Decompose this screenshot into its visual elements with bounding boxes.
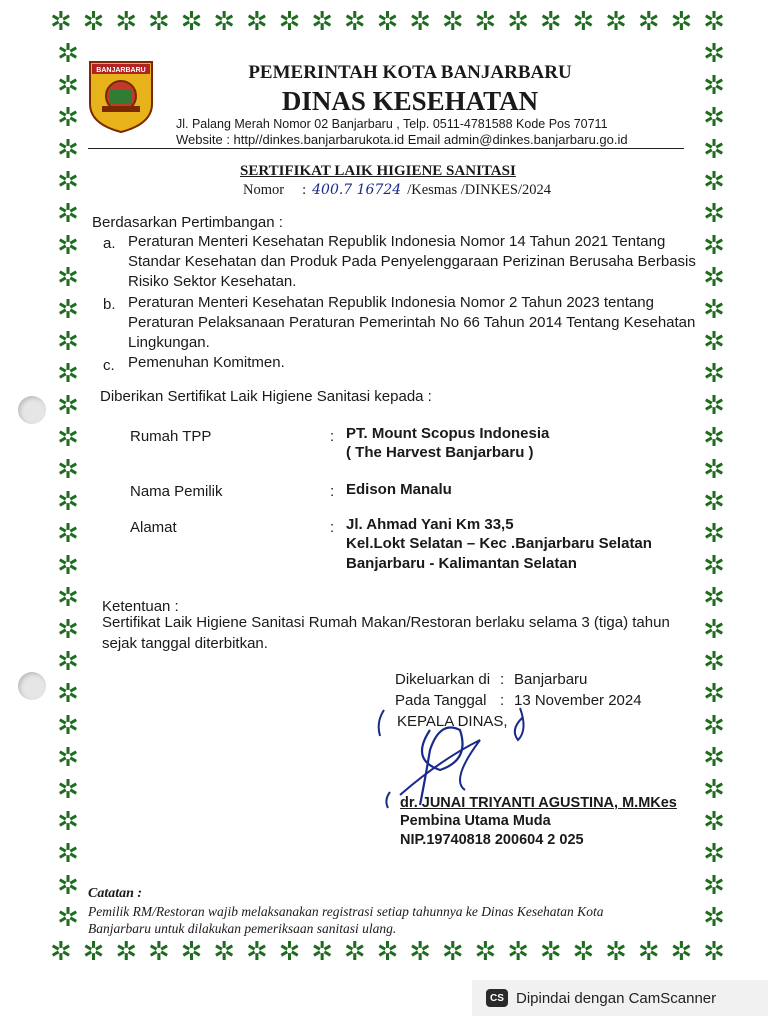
basis-letter: b.	[103, 296, 116, 313]
basis-letter: c.	[103, 357, 115, 374]
basis-a-line2: Standar Kesehatan dan Produk Pada Penyelenggaraan Perizinan Berusaha Berbasis	[128, 253, 696, 270]
position-title: KEPALA DINAS,	[397, 713, 508, 730]
note-label: Catatan :	[88, 886, 143, 901]
pemilik-label: Nama Pemilik	[130, 483, 223, 500]
terms-label: Ketentuan :	[102, 598, 179, 615]
date-label: Pada Tanggal	[395, 692, 487, 709]
left-border: ✲ ✲ ✲ ✲ ✲ ✲ ✲ ✲ ✲ ✲ ✲ ✲ ✲ ✲ ✲ ✲ ✲ ✲ ✲ ✲ ✲ ✲ ✲ ✲ ✲ ✲ ✲ ✲	[57, 38, 79, 932]
website-line: Website : http//dinkes.banjarbarukota.id Email admin@dinkes.banjarbaru.go.id	[176, 132, 628, 147]
nomor-suffix: /Kesmas /DINKES/2024	[407, 182, 551, 198]
right-border: ✲ ✲ ✲ ✲ ✲ ✲ ✲ ✲ ✲ ✲ ✲ ✲ ✲ ✲ ✲ ✲ ✲ ✲ ✲ ✲ ✲ ✲ ✲ ✲ ✲ ✲ ✲ ✲	[703, 38, 725, 932]
colon: :	[330, 483, 335, 500]
rumah-value-1: PT. Mount Scopus Indonesia	[346, 425, 550, 442]
alamat-label: Alamat	[130, 519, 177, 536]
note-line1: Pemilik RM/Restoran wajib melaksanakan registrasi setiap tahunnya ke Dinas Kesehatan Kota	[88, 904, 604, 919]
banjarbaru-logo	[88, 60, 154, 134]
top-border: ✲ ✲ ✲ ✲ ✲ ✲ ✲ ✲ ✲ ✲ ✲ ✲ ✲ ✲ ✲ ✲ ✲ ✲ ✲ ✲ ✲	[50, 6, 725, 36]
separator: :	[500, 671, 505, 688]
logo-text: BANJARBARU	[96, 67, 146, 74]
official-nip: NIP.19740818 200604 2 025	[400, 832, 584, 848]
cert-title: SERTIFIKAT LAIK HIGIENE SANITASI	[240, 163, 516, 179]
separator: :	[500, 692, 505, 709]
alamat-value-1: Jl. Ahmad Yani Km 33,5	[346, 516, 514, 533]
note-line2: Banjarbaru untuk dilakukan pemeriksaan sanitasi ulang.	[88, 921, 397, 936]
bottom-border: ✲ ✲ ✲ ✲ ✲ ✲ ✲ ✲ ✲ ✲ ✲ ✲ ✲ ✲ ✲ ✲ ✲ ✲ ✲ ✲ ✲	[50, 936, 725, 966]
pemilik-value: Edison Manalu	[346, 481, 452, 498]
dept-title: DINAS KESEHATAN	[281, 86, 539, 116]
terms-line2: sejak tanggal diterbitkan.	[102, 635, 268, 652]
place-value: Banjarbaru	[514, 671, 588, 688]
date-value: 13 November 2024	[514, 692, 642, 709]
nomor-label: Nomor	[243, 182, 285, 198]
camscanner-badge	[472, 980, 768, 1016]
official-rank: Pembina Utama Muda	[400, 813, 551, 829]
punch-hole	[18, 396, 46, 424]
gov-title: PEMERINTAH KOTA BANJARBARU	[248, 62, 572, 83]
camscanner-icon: CS	[486, 989, 508, 1007]
basis-a-line3: Risiko Sektor Kesehatan.	[128, 273, 297, 290]
terms-line1: Sertifikat Laik Higiene Sanitasi Rumah Makan/Restoran berlaku selama 3 (tiga) tahun	[102, 614, 670, 631]
header-rule	[88, 148, 684, 149]
alamat-value-2: Kel.Lokt Selatan – Kec .Banjarbaru Selatan	[346, 535, 652, 552]
basis-a-line1: Peraturan Menteri Kesehatan Republik Indonesia Nomor 14 Tahun 2021 Tentang	[128, 233, 666, 250]
rumah-value-2: ( The Harvest Banjarbaru )	[346, 444, 534, 461]
basis-intro: Berdasarkan Pertimbangan :	[92, 214, 283, 231]
address-line: Jl. Palang Merah Nomor 02 Banjarbaru , Telp. 0511-4781588 Kode Pos 70711	[176, 117, 608, 131]
alamat-value-3: Banjarbaru - Kalimantan Selatan	[346, 555, 577, 572]
camscanner-label: Dipindai dengan CamScanner	[516, 989, 717, 1007]
nomor-handwritten: 400.7 16724	[312, 182, 402, 198]
colon: :	[330, 519, 335, 536]
basis-b-line2: Peraturan Pelaksanaan Peraturan Pemerintah No 66 Tahun 2014 Tentang Kesehatan	[128, 314, 696, 331]
cert-number: Nomor : 400.7 16724 /Kesmas /DINKES/2024	[243, 182, 551, 198]
place-label: Dikeluarkan di	[395, 671, 491, 688]
basis-c-line1: Pemenuhan Komitmen.	[128, 354, 285, 371]
basis-letter: a.	[103, 235, 116, 252]
given-intro: Diberikan Sertifikat Laik Higiene Sanitasi kepada :	[100, 388, 432, 405]
basis-b-line3: Lingkungan.	[128, 334, 210, 351]
punch-hole	[18, 672, 46, 700]
official-name: dr. JUNAI TRIYANTI AGUSTINA, M.MKes	[400, 795, 677, 811]
colon: :	[330, 428, 335, 445]
rumah-label: Rumah TPP	[130, 428, 212, 445]
basis-b-line1: Peraturan Menteri Kesehatan Republik Indonesia Nomor 2 Tahun 2023 tentang	[128, 294, 654, 311]
